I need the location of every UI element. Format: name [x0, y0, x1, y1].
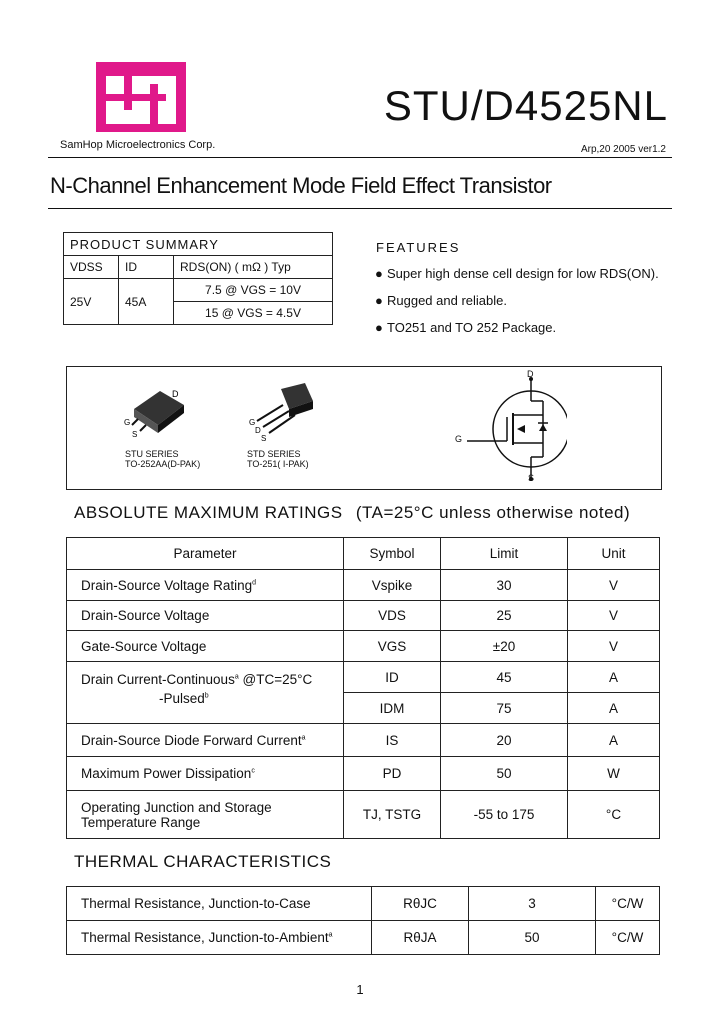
revision-date: Arp,20 2005 ver1.2: [580, 144, 666, 155]
table-row: Drain-Source Voltage VDS 25 V: [67, 601, 660, 631]
feature-item: ● Rugged and reliable.: [375, 293, 507, 308]
col-rds: RDS(ON) ( mΩ ) Typ: [174, 256, 333, 279]
abs-max-heading: ABSOLUTE MAXIMUM RATINGS (TA=25°C unless otherwise noted): [74, 503, 631, 522]
pin-d-label: D: [527, 369, 534, 379]
company-logo: [96, 62, 186, 132]
table-row: Thermal Resistance, Junction-to-Ambient$^a$ RθJA 50 °C/W: [67, 921, 660, 955]
product-summary-table: [63, 232, 333, 325]
bullet-icon: ●: [375, 293, 383, 308]
svg-text:S: S: [261, 434, 267, 441]
divider: [48, 208, 672, 209]
dpak-package-icon: [122, 381, 202, 441]
pin-s-label: S: [528, 473, 535, 483]
document-title: N-Channel Enhancement Mode Field Effect Transistor: [50, 173, 552, 198]
bullet-icon: ●: [375, 266, 383, 281]
table-row: Thermal Resistance, Junction-to-Case RθJC 3 °C/W: [67, 887, 660, 921]
table-row: Gate-Source Voltage VGS ±20 V: [67, 631, 660, 662]
svg-text:S: S: [132, 430, 138, 439]
table-row: Drain Current-Continuous$^a$ @TC=25°C -Pulsed$^b$ ID 45 A: [67, 662, 660, 693]
table-row: Maximum Power Dissipation$^c$ PD 50 W: [67, 757, 660, 791]
features-heading: FEATURES: [376, 240, 461, 255]
header-unit: Unit: [568, 538, 660, 570]
stu-series-label: STU SERIES: [125, 449, 179, 459]
divider: [48, 157, 672, 158]
id-value: 45A: [119, 279, 174, 325]
ipak-package-icon: [243, 381, 323, 441]
thermal-table: [66, 886, 660, 955]
stu-package-label: TO-252AA(D-PAK): [125, 459, 201, 469]
header-limit: Limit: [441, 538, 568, 570]
table-row: Drain-Source Voltage Rating$^d$ Vspike 30 V: [67, 570, 660, 601]
std-package-label: TO-251( I-PAK): [247, 459, 309, 469]
mosfet-symbol-icon: [447, 373, 567, 485]
company-name: SamHop Microelectronics Corp.: [60, 139, 216, 151]
header-symbol: Symbol: [344, 538, 441, 570]
thermal-heading: THERMAL CHARACTERISTICS: [74, 852, 332, 871]
table-row: Drain-Source Diode Forward Current$^a$ IS 20 A: [67, 724, 660, 757]
package-diagram-box: [66, 366, 662, 490]
svg-text:D: D: [255, 426, 261, 435]
table-row: Operating Junction and Storage Temperature Range TJ, TSTG -55 to 175 °C: [67, 791, 660, 839]
part-number: STU/D4525NL: [383, 82, 668, 129]
page-number: 1: [356, 982, 364, 997]
feature-item: ● TO251 and TO 252 Package.: [375, 320, 557, 335]
svg-text:G: G: [124, 418, 131, 427]
abs-max-table: [66, 537, 660, 839]
rds-value-2: 15 @ VGS = 4.5V: [174, 302, 333, 325]
bullet-icon: ●: [375, 320, 383, 335]
svg-text:D: D: [172, 389, 179, 399]
header-parameter: Parameter: [67, 538, 344, 570]
svg-text:G: G: [249, 418, 256, 427]
col-vdss: VDSS: [64, 256, 119, 279]
vdss-value: 25V: [64, 279, 119, 325]
table-row: IDM 75 A: [67, 693, 660, 724]
col-id: ID: [119, 256, 174, 279]
std-series-label: STD SERIES: [247, 449, 301, 459]
rds-value-1: 7.5 @ VGS = 10V: [174, 279, 333, 302]
summary-heading: PRODUCT SUMMARY: [64, 233, 333, 256]
feature-item: ● Super high dense cell design for low RDS(ON).: [375, 266, 659, 281]
pin-g-label: G: [455, 434, 463, 444]
